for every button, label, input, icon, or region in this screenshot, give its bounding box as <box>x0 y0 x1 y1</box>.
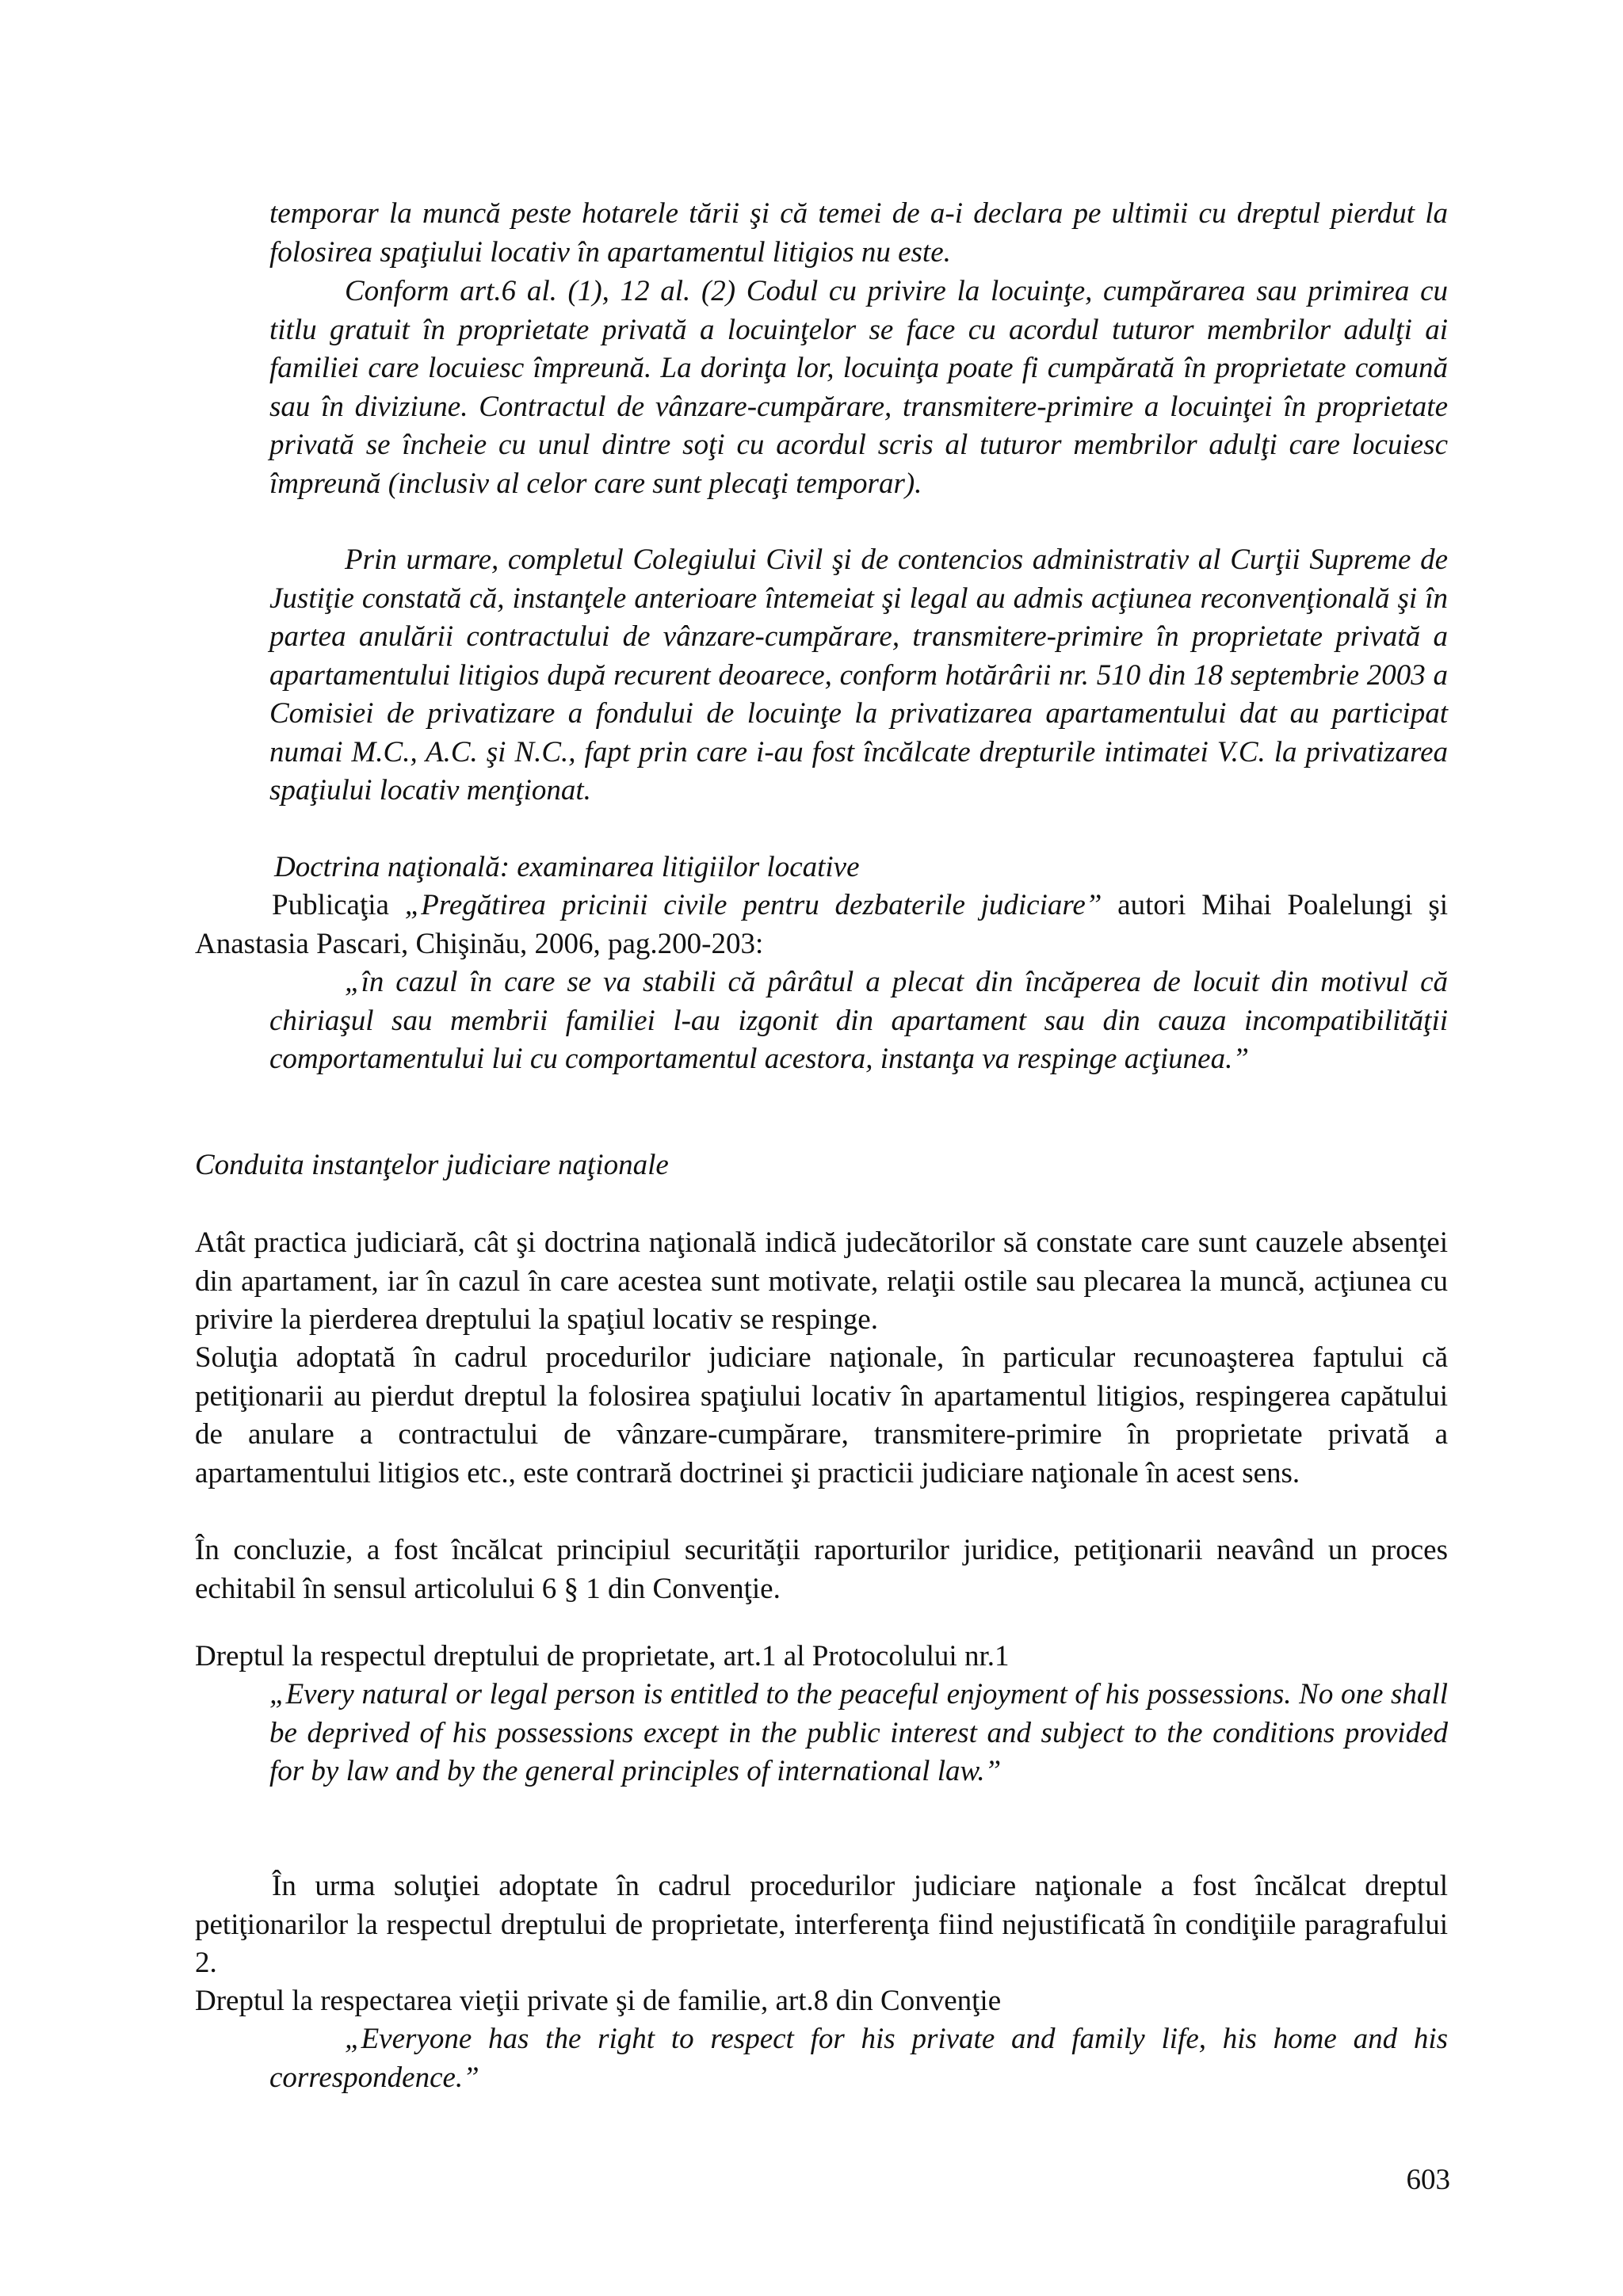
heading-dreptul-proprietate: Dreptul la respectul dreptului de proprietate, art.1 al Protocolului nr.1 <box>195 1640 1010 1672</box>
paragraph-prin-urmare: Prin urmare, completul Colegiului Civil şi de contencios administrativ al Curţii Supreme de Justiţie constată că, instanţele anterioare întemeiat şi legal au admis acţiunea reconvenţională şi în partea anulării contractului de vânzare-cumpărare, transmitere-primire în proprietate privată a apartamentului litigios după recurent deoarece, conform hotărârii nr. 510 din 18 septembrie 2003 a Comisiei de privatizare a fondului de locuinţe la privatizarea apartamentului dat au participat numai M.C., A.C. şi N.C., fapt prin care i-au fost încălcate drepturile intimatei V.C. la privatizarea spaţiului locativ menţionat. <box>269 543 1448 807</box>
heading-conduita-instantelor: Conduita instanţelor judiciare naţionale <box>195 1149 669 1181</box>
heading-dreptul-viata-privata: Dreptul la respectarea vieţii private şi de familie, art.8 din Convenţie <box>195 1985 1002 2017</box>
heading-doctrina-nationala: Doctrina naţională: examinarea litigiilor locative <box>274 851 860 883</box>
quote-doctrina: „în cazul în care se va stabili că pârâtul a plecat din încăperea de locuit din motivul că chiriaşul sau membrii familiei l-au izgonit din apartament sau din cauza incompatibilităţii comportamentului lui cu comportamentul acestora, instanţa va respinge acţiunea.” <box>269 966 1448 1075</box>
paragraph-temporar: temporar la muncă peste hotarele tării şi că temei de a-i declara pe ultimii cu dreptul pierdut la folosirea spaţiului locativ în apartamentul litigios nu este. <box>269 197 1448 269</box>
publication-title: „Pregătirea pricinii civile pentru dezbaterile judiciare” <box>404 889 1102 921</box>
paragraph-in-concluzie: În concluzie, a fost încălcat principiul securităţii raporturilor juridice, petiţionarii neavând un proces echitabil în sensul articolului 6 § 1 din Convenţie. <box>195 1534 1448 1605</box>
publicatia-authors: autori Mihai Poalelungi şi Anastasia Pascari, Chişinău, 2006, pag.200-203: <box>195 889 1448 960</box>
paragraph-in-urma-solutiei: În urma soluţiei adoptate în cadrul procedurilor judiciare naţionale a fost încălcat dreptul petiţionarilor la respectul dreptului de proprietate, interferenţa fiind nejustificată în condiţiile paragrafului 2. <box>195 1870 1448 1979</box>
publicatia-prefix: Publicaţia <box>272 889 405 921</box>
page-number: 603 <box>1406 2164 1450 2196</box>
paragraph-practica-judiciara: Atât practica judiciară, cât şi doctrina naţională indică judecătorilor să constate care sunt cauzele absenţei din apartament, iar în cazul în care acestea sunt motivate, relaţii ostile sau plecarea la muncă, acţiunea cu privire la pierderea dreptului la spaţiul locativ se respinge. <box>195 1226 1448 1336</box>
paragraph-publicatia <box>195 887 1448 963</box>
quote-protocol-1: „Every natural or legal person is entitled to the peaceful enjoyment of his possessions. No one shall be deprived of his possessions except in the public interest and subject to the conditions provided for by law and by the general principles of international law.” <box>269 1678 1448 1787</box>
quote-article-8: „Everyone has the right to respect for his private and family life, his home and his correspondence.” <box>269 2023 1448 2094</box>
paragraph-solutia-adoptata: Soluţia adoptată în cadrul procedurilor judiciare naţionale, în particular recunoaşterea faptului că petiţionarii au pierdut dreptul la folosirea spaţiului locativ în apartamentul litigios, respingerea capătului de anulare a contractului de vânzare-cumpărare, transmitere-primire în proprietate privată a apartamentului litigios etc., este contrară doctrinei şi practicii judiciare naţionale în acest sens. <box>195 1341 1448 1489</box>
paragraph-conform-art6: Conform art.6 al. (1), 12 al. (2) Codul cu privire la locuinţe, cumpărarea sau primirea cu titlu gratuit în proprietate privată a locuinţelor se face cu acordul tuturor membrilor adulţi ai familiei care locuiesc împreună. La dorinţa lor, locuinţa poate fi cumpărată în proprietate comună sau în diviziune. Contractul de vânzare-cumpărare, transmitere-primire a locuinţei în proprietate privată se încheie cu unul dintre soţi cu acordul scris al tuturor membrilor adulţi care locuiesc împreună (inclusiv al celor care sunt plecaţi temporar). <box>269 275 1448 500</box>
